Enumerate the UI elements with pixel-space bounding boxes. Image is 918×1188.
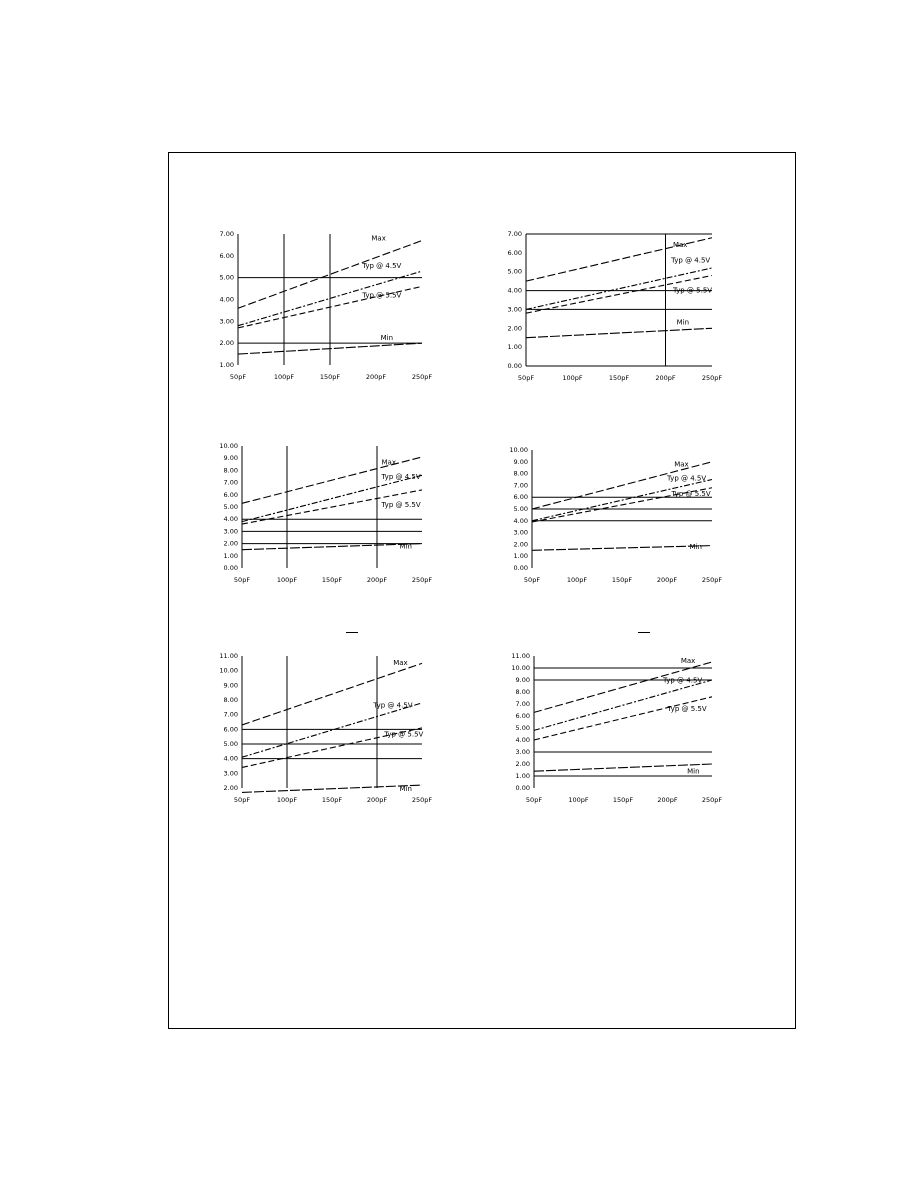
y-tick-label: 0.00	[515, 784, 530, 792]
x-tick-label: 200pF	[365, 373, 387, 381]
y-tick-label: 3.00	[513, 528, 528, 537]
x-tick-label: 250pF	[701, 796, 723, 804]
y-tick-label: 8.00	[223, 696, 238, 704]
y-tick-label: 2.00	[223, 539, 238, 548]
y-tick-label: 3.00	[223, 769, 238, 778]
y-tick-label: 8.00	[513, 469, 528, 478]
y-tick-label: 7.00	[223, 710, 238, 719]
x-tick-label: 50pF	[233, 576, 251, 584]
y-tick-label: 10.00	[511, 664, 530, 672]
chart-2	[490, 226, 740, 396]
series-label: Max	[680, 657, 696, 666]
y-tick-label: 0.00	[507, 362, 522, 370]
y-tick-label: 5.00	[223, 503, 238, 511]
y-tick-label: 5.00	[219, 273, 234, 282]
y-tick-label: 2.00	[223, 784, 238, 792]
x-tick-label: 50pF	[229, 373, 247, 381]
y-tick-label: 9.00	[513, 457, 528, 466]
y-tick-label: 8.00	[223, 466, 238, 475]
series-label: Typ @ 5.5V	[384, 730, 424, 739]
series-label: Typ @ 5.5V	[672, 286, 713, 295]
x-tick-label: 50pF	[523, 576, 541, 584]
y-tick-label: 5.00	[513, 505, 528, 513]
series-label: Typ @ 5.5V	[381, 501, 421, 509]
y-tick-label: 10.00	[219, 442, 238, 450]
x-tick-label: 100pF	[568, 796, 589, 804]
x-tick-label: 50pF	[233, 796, 251, 804]
series-label: Typ @ 4.5V	[671, 256, 711, 265]
series-label: Typ @ 5.5V	[671, 490, 711, 499]
x-tick-label: 150pF	[608, 374, 630, 382]
y-tick-label: 11.00	[219, 652, 238, 660]
y-tick-label: 6.00	[507, 248, 522, 257]
x-tick-label: 100pF	[273, 373, 295, 381]
x-tick-label: 100pF	[276, 796, 298, 804]
y-tick-label: 6.00	[515, 712, 530, 720]
series-label: Typ @ 4.5V	[667, 474, 707, 483]
y-tick-label: 1.00	[515, 772, 530, 780]
series-line	[532, 546, 712, 551]
series-label: Min	[380, 333, 394, 342]
x-tick-label: 150pF	[319, 373, 341, 381]
x-tick-label: 200pF	[656, 576, 678, 584]
chart-3	[200, 438, 450, 598]
x-tick-label: 50pF	[517, 374, 535, 382]
y-tick-label: 7.00	[223, 478, 238, 487]
y-tick-label: 2.00	[219, 339, 234, 348]
x-tick-label: 100pF	[276, 576, 298, 584]
series-line	[534, 697, 712, 740]
y-tick-label: 9.00	[223, 681, 238, 690]
y-tick-label: 3.00	[223, 527, 238, 536]
series-label: Typ @ 5.5V	[362, 291, 402, 300]
y-tick-label: 9.00	[223, 454, 238, 463]
y-tick-label: 4.00	[223, 515, 238, 524]
x-tick-label: 150pF	[321, 796, 343, 804]
series-line	[242, 544, 422, 550]
series-label: Min	[689, 543, 702, 552]
x-tick-label: 250pF	[411, 576, 433, 584]
series-label: Min	[676, 318, 690, 327]
y-tick-label: 2.00	[513, 540, 528, 549]
x-tick-label: 100pF	[562, 374, 583, 382]
y-tick-label: 7.00	[507, 230, 522, 238]
y-tick-label: 6.00	[223, 490, 238, 499]
chart-6	[490, 648, 740, 818]
y-tick-label: 0.00	[513, 564, 528, 572]
series-line	[242, 663, 422, 725]
series-label: Min	[399, 784, 412, 793]
y-tick-label: 7.00	[219, 230, 234, 238]
overline-mark-6	[638, 632, 650, 633]
y-tick-label: 3.00	[507, 305, 522, 314]
y-tick-label: 1.00	[513, 552, 528, 561]
chart-5	[200, 648, 450, 818]
series-label: Typ @ 4.5V	[362, 261, 402, 270]
y-tick-label: 4.00	[515, 736, 530, 744]
y-tick-label: 6.00	[223, 725, 238, 734]
series-line	[534, 764, 712, 771]
x-tick-label: 150pF	[321, 576, 343, 584]
series-label: Max	[381, 458, 396, 467]
y-tick-label: 0.00	[223, 564, 238, 572]
series-line	[526, 328, 712, 337]
y-tick-label: 1.00	[507, 343, 522, 352]
y-tick-label: 4.00	[513, 516, 528, 525]
y-tick-label: 5.00	[223, 740, 238, 748]
overline-mark-5	[346, 632, 358, 633]
series-label: Min	[399, 542, 412, 551]
y-tick-label: 6.00	[219, 251, 234, 260]
y-tick-label: 5.00	[515, 724, 530, 732]
x-tick-label: 200pF	[657, 796, 678, 804]
series-label: Max	[672, 241, 688, 250]
y-tick-label: 4.00	[223, 754, 238, 763]
y-tick-label: 2.00	[507, 324, 522, 333]
series-label: Typ @ 4.5V	[373, 701, 413, 710]
series-label: Max	[674, 460, 689, 469]
series-label: Typ @ 5.5V	[667, 705, 707, 714]
x-tick-label: 150pF	[612, 796, 634, 804]
y-tick-label: 7.00	[513, 481, 528, 490]
y-tick-label: 8.00	[515, 688, 530, 696]
y-tick-label: 1.00	[223, 551, 238, 560]
series-line	[242, 785, 422, 792]
series-label: Typ @ 4.5V	[663, 676, 703, 685]
series-label: Typ @ 4.5V	[381, 472, 421, 481]
series-label: Max	[371, 234, 386, 243]
x-tick-label: 100pF	[566, 576, 588, 584]
chart-1	[200, 226, 450, 396]
series-label: Min	[687, 767, 700, 776]
chart-4	[490, 438, 740, 598]
y-tick-label: 1.00	[219, 361, 234, 369]
y-tick-label: 6.00	[513, 493, 528, 502]
y-tick-label: 11.00	[511, 652, 530, 660]
x-tick-label: 250pF	[411, 796, 433, 804]
x-tick-label: 250pF	[411, 373, 433, 381]
y-tick-label: 10.00	[219, 666, 238, 675]
x-tick-label: 50pF	[525, 796, 543, 804]
y-tick-label: 7.00	[515, 700, 530, 708]
x-tick-label: 250pF	[701, 576, 723, 584]
y-tick-label: 9.00	[515, 676, 530, 684]
y-tick-label: 4.00	[507, 286, 522, 295]
series-label: Max	[393, 658, 408, 667]
y-tick-label: 3.00	[219, 317, 234, 326]
y-tick-label: 2.00	[515, 760, 530, 768]
x-tick-label: 200pF	[655, 374, 676, 382]
x-tick-label: 200pF	[366, 576, 388, 584]
y-tick-label: 5.00	[507, 267, 522, 276]
x-tick-label: 150pF	[611, 576, 633, 584]
x-tick-label: 250pF	[701, 374, 723, 382]
y-tick-label: 3.00	[515, 748, 530, 756]
x-tick-label: 200pF	[366, 796, 388, 804]
series-line	[242, 472, 422, 521]
y-tick-label: 10.00	[509, 446, 528, 454]
y-tick-label: 4.00	[219, 295, 234, 304]
